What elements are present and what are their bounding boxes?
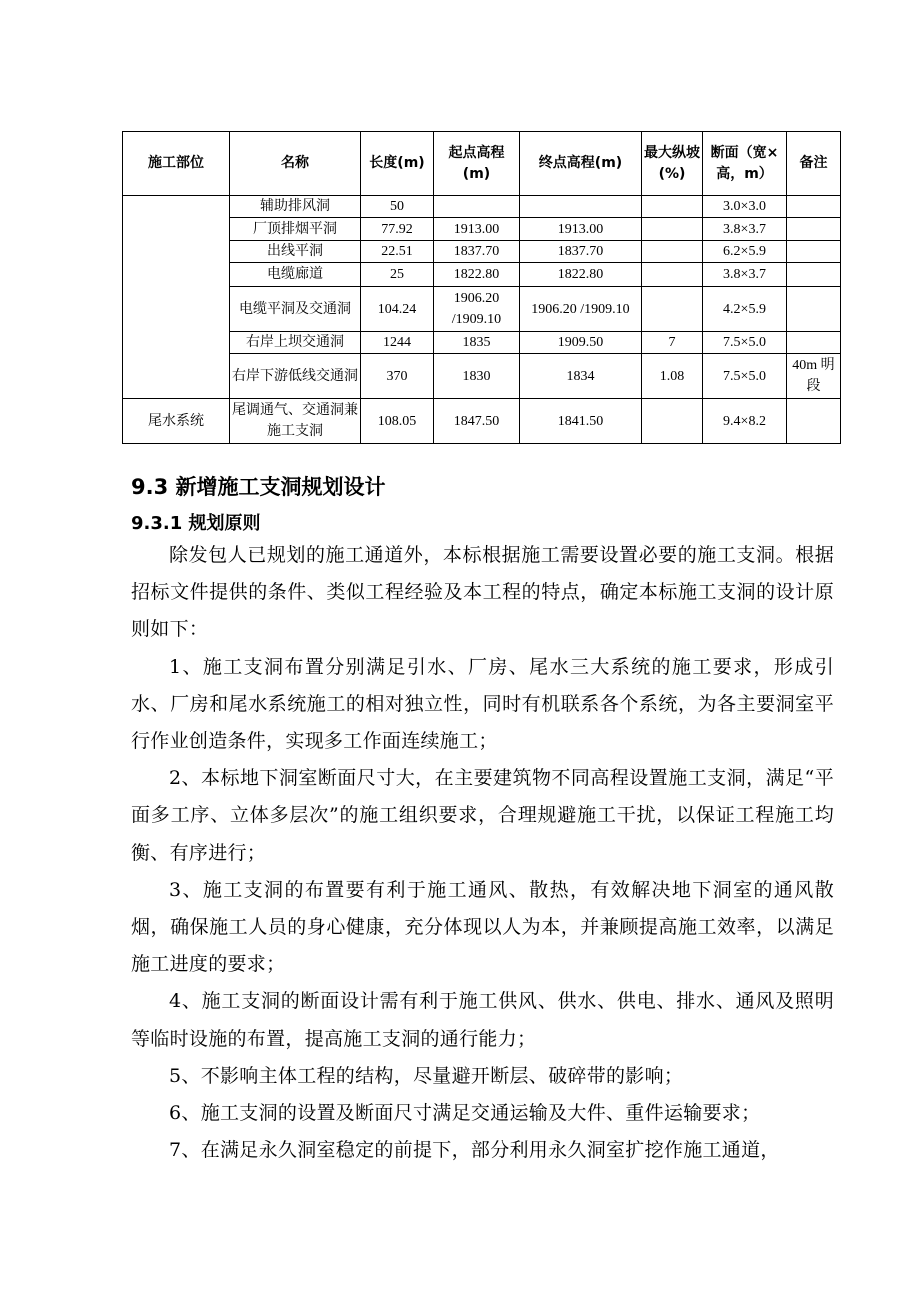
length-cell: 50 <box>361 196 434 218</box>
header-max-slope: 最大纵坡(%) <box>642 132 703 196</box>
start-cell: 1913.00 <box>434 218 520 241</box>
name-cell: 电缆廊道 <box>230 263 361 287</box>
start-cell: 1822.80 <box>434 263 520 287</box>
paragraph: 4、施工支洞的断面设计需有利于施工供风、供水、供电、排水、通风及照明等临时设施的布置，提高施工支洞的通行能力； <box>131 990 834 1050</box>
note-cell <box>787 241 841 263</box>
paragraph: 7、在满足永久洞室稳定的前提下，部分利用永久洞室扩挖作施工通道， <box>169 1139 780 1162</box>
length-cell: 370 <box>361 354 434 399</box>
paragraph: 2、本标地下洞室断面尺寸大，在主要建筑物不同高程设置施工支洞，满足“平面多工序、立体多层次”的施工组织要求，合理规避施工干扰，以保证工程施工均衡、有序进行； <box>131 767 834 864</box>
slope-cell <box>642 218 703 241</box>
header-name: 名称 <box>230 132 361 196</box>
length-cell: 1244 <box>361 332 434 354</box>
note-cell <box>787 196 841 218</box>
slope-cell <box>642 399 703 444</box>
header-length: 长度(m) <box>361 132 434 196</box>
table-row <box>123 399 841 444</box>
section-title: 9.3 新增施工支洞规划设计 <box>131 475 386 499</box>
slope-cell: 7 <box>642 332 703 354</box>
note-cell <box>787 218 841 241</box>
tunnel-table <box>122 131 841 444</box>
section-cell: 7.5×5.0 <box>703 354 787 399</box>
table-row <box>123 196 841 218</box>
name-cell: 出线平洞 <box>230 241 361 263</box>
end-cell: 1909.50 <box>520 332 642 354</box>
start-cell: 1830 <box>434 354 520 399</box>
note-cell <box>787 263 841 287</box>
paragraph: 6、施工支洞的设置及断面尺寸满足交通运输及大件、重件运输要求； <box>169 1102 761 1125</box>
length-cell: 77.92 <box>361 218 434 241</box>
header-note: 备注 <box>787 132 841 196</box>
paragraph: 除发包人已规划的施工通道外，本标根据施工需要设置必要的施工支洞。根据招标文件提供的条件、类似工程经验及本工程的特点，确定本标施工支洞的设计原则如下： <box>131 544 834 641</box>
paragraph: 1、施工支洞布置分别满足引水、厂房、尾水三大系统的施工要求，形成引水、厂房和尾水系统施工的相对独立性，同时有机联系各个系统，为各主要洞室平行作业创造条件，实现多工作面连续施工； <box>131 655 834 753</box>
end-cell: 1822.80 <box>520 263 642 287</box>
name-cell: 电缆平洞及交通洞 <box>230 287 361 332</box>
slope-cell <box>642 241 703 263</box>
section-cell: 6.2×5.9 <box>703 241 787 263</box>
body-text <box>131 537 834 1169</box>
part-cell: 尾水系统 <box>123 399 230 444</box>
name-cell: 厂顶排烟平洞 <box>230 218 361 241</box>
start-cell: 1847.50 <box>434 399 520 444</box>
start-cell: 1906.20 /1909.10 <box>434 287 520 332</box>
name-cell: 右岸上坝交通洞 <box>230 332 361 354</box>
paragraph: 5、不影响主体工程的结构，尽量避开断层、破碎带的影响； <box>169 1064 684 1087</box>
length-cell: 104.24 <box>361 287 434 332</box>
length-cell: 108.05 <box>361 399 434 444</box>
header-end-elevation: 终点高程(m) <box>520 132 642 196</box>
start-cell: 1837.70 <box>434 241 520 263</box>
section-cell: 9.4×8.2 <box>703 399 787 444</box>
end-cell <box>520 196 642 218</box>
slope-cell <box>642 263 703 287</box>
section-cell: 7.5×5.0 <box>703 332 787 354</box>
end-cell: 1906.20 /1909.10 <box>520 287 642 332</box>
paragraph: 3、施工支洞的布置要有利于施工通风、散热，有效解决地下洞室的通风散烟，确保施工人员的身心健康，充分体现以人为本，并兼顾提高施工效率，以满足施工进度的要求； <box>131 878 834 976</box>
table-row <box>123 218 841 241</box>
slope-cell <box>642 196 703 218</box>
end-cell: 1841.50 <box>520 399 642 444</box>
header-part: 施工部位 <box>123 132 230 196</box>
note-cell <box>787 399 841 444</box>
table-row <box>123 332 841 354</box>
name-cell: 辅助排风洞 <box>230 196 361 218</box>
table-row <box>123 241 841 263</box>
table-row <box>123 287 841 332</box>
end-cell: 1913.00 <box>520 218 642 241</box>
section-cell: 3.8×3.7 <box>703 218 787 241</box>
slope-cell <box>642 287 703 332</box>
section-cell: 4.2×5.9 <box>703 287 787 332</box>
length-cell: 25 <box>361 263 434 287</box>
end-cell: 1837.70 <box>520 241 642 263</box>
name-cell: 尾调通气、交通洞兼施工支洞 <box>230 399 361 444</box>
note-cell <box>787 287 841 332</box>
length-cell: 22.51 <box>361 241 434 263</box>
section-cell: 3.8×3.7 <box>703 263 787 287</box>
table-row <box>123 263 841 287</box>
slope-cell: 1.08 <box>642 354 703 399</box>
section-cell: 3.0×3.0 <box>703 196 787 218</box>
note-cell <box>787 332 841 354</box>
note-cell: 40m 明段 <box>787 354 841 399</box>
header-section: 断面（宽×高，m） <box>703 132 787 196</box>
end-cell: 1834 <box>520 354 642 399</box>
table-header-row <box>123 132 841 196</box>
start-cell: 1835 <box>434 332 520 354</box>
part-cell <box>123 196 230 399</box>
name-cell: 右岸下游低线交通洞 <box>230 354 361 399</box>
table-row <box>123 354 841 399</box>
header-start-elevation: 起点高程(m) <box>434 132 520 196</box>
start-cell <box>434 196 520 218</box>
subsection-title: 9.3.1 规划原则 <box>131 513 261 534</box>
